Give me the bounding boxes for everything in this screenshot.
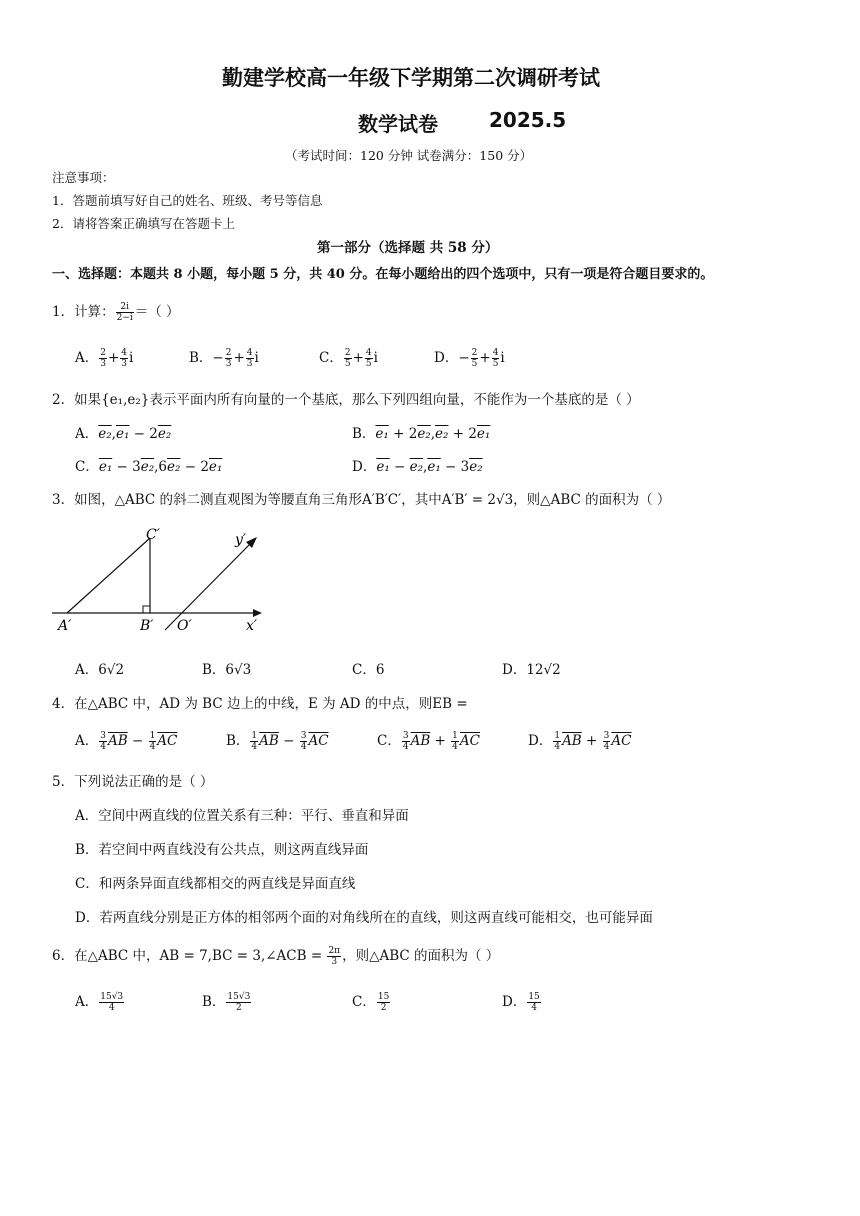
q3-option-c[interactable]: C．6: [352, 662, 385, 678]
x-axis-arrow: [253, 609, 262, 617]
q6-option-a[interactable]: A． $\frac{15√3}{4}$: [75, 992, 124, 1013]
label-o: O′: [177, 618, 192, 634]
label-y: y′: [235, 532, 247, 548]
q5-option-c[interactable]: C．和两条异面直线都相交的两直线是异面直线: [75, 876, 356, 892]
y-axis: [165, 542, 252, 630]
q5-option-d[interactable]: D．若两直线分别是正方体的相邻两个面的对角线所在的直线，则这两直线可能相交，也可能异面: [75, 910, 653, 926]
q6-fraction: $\frac{2\pi}{3}$: [328, 946, 341, 967]
question-6: [52, 944, 499, 967]
q3-option-b[interactable]: B．6√3: [202, 662, 252, 678]
q6-stem-a: 6．在△ABC 中，AB = 7,BC = 3,∠ACB =: [52, 948, 327, 964]
q1-option-a[interactable]: A． $\frac{2}{3}$ + $\frac{4}{3}$ i: [75, 348, 134, 369]
q5-option-a[interactable]: A．空间中两直线的位置关系有三种：平行、垂直和异面: [75, 808, 409, 824]
q4-option-d[interactable]: D． $\frac{1}{4}$ $\overline{AB}$ + $\frac{3}{4}$ $\overline{AC}$: [528, 731, 632, 752]
q6-option-c[interactable]: C． $\frac{15}{2}$: [352, 992, 390, 1013]
section-instructions: 一、选择题：本题共 8 小题，每小题 5 分，共 40 分。在每小题给出的四个选项中，只有一项是符合题目要求的。: [52, 267, 714, 282]
question-5: 5．下列说法正确的是（ ）: [52, 774, 214, 790]
exam-subtitle: 数学试卷: [358, 112, 438, 136]
question-1: [52, 300, 180, 323]
label-c: C′: [146, 527, 160, 543]
exam-title: 勤建学校高一年级下学期第二次调研考试: [222, 66, 600, 90]
exam-date: 2025.5: [489, 108, 567, 132]
q2-option-a[interactable]: A．e₂,e₁ − 2e₂: [75, 426, 172, 442]
question-2: 2．如果{e₁,e₂}表示平面内所有向量的一个基底，那么下列四组向量，不能作为一个基底的是（ ）: [52, 392, 640, 408]
q2-option-c[interactable]: C．e₁ − 3e₂,6e₂ − 2e₁: [75, 459, 223, 475]
q6-option-d[interactable]: D． $\frac{15}{4}$: [502, 992, 540, 1013]
q3-option-d[interactable]: D．12√2: [502, 662, 561, 678]
q6-stem-b: ，则△ABC 的面积为（ ）: [342, 948, 500, 964]
q1-stem: 1．计算：: [52, 304, 115, 320]
q1-fraction: $\frac{2i}{2-i}$: [116, 302, 133, 323]
part-heading: 第一部分（选择题 共 58 分）: [317, 240, 499, 256]
right-angle-mark: [143, 606, 150, 613]
notes-heading: 注意事项：: [52, 170, 115, 185]
q3-option-a[interactable]: A．6√2: [75, 662, 125, 678]
q1-option-d[interactable]: D．− $\frac{2}{5}$ + $\frac{4}{5}$ i: [434, 348, 505, 369]
q2-option-b[interactable]: B．e₁ + 2e₂,e₂ + 2e₁: [352, 426, 491, 442]
q6-option-b[interactable]: B． $\frac{15√3}{2}$: [202, 992, 251, 1013]
label-a: A′: [58, 618, 72, 634]
label-b: B′: [140, 618, 154, 634]
q4-option-b[interactable]: B． $\frac{1}{4}$ $\overline{AB}$ − $\frac{3}{4}$ $\overline{AC}$: [226, 731, 329, 752]
q3-figure: [50, 520, 270, 635]
q5-option-b[interactable]: B．若空间中两直线没有公共点，则这两直线异面: [75, 842, 369, 858]
q4-option-a[interactable]: A． $\frac{3}{4}$ $\overline{AB}$ − $\frac{1}{4}$ $\overline{AC}$: [75, 731, 178, 752]
note-item: 1．答题前填写好自己的姓名、班级、考号等信息: [52, 193, 323, 208]
label-x: x′: [246, 618, 258, 634]
q1-option-c[interactable]: C． $\frac{2}{5}$ + $\frac{4}{5}$ i: [319, 348, 378, 369]
exam-info: （考试时间：120 分钟 试卷满分：150 分）: [285, 148, 533, 163]
note-item: 2．请将答案正确填写在答题卡上: [52, 216, 235, 231]
q1-option-b[interactable]: B．− $\frac{2}{3}$ + $\frac{4}{3}$ i: [189, 348, 259, 369]
q4-option-c[interactable]: C． $\frac{3}{4}$ $\overline{AB}$ + $\frac{1}{4}$ $\overline{AC}$: [377, 731, 480, 752]
side-ac: [67, 538, 150, 613]
q1-tail: ＝（ ）: [134, 304, 180, 320]
q2-option-d[interactable]: D．e₁ − e₂,e₁ − 3e₂: [352, 459, 483, 475]
question-4: 4．在△ABC 中，AD 为 BC 边上的中线，E 为 AD 的中点，则EB =: [52, 696, 468, 712]
question-3: 3．如图，△ABC 的斜二测直观图为等腰直角三角形A′B′C′，其中A′B′ = 2√3，则△ABC 的面积为（ ）: [52, 492, 671, 508]
